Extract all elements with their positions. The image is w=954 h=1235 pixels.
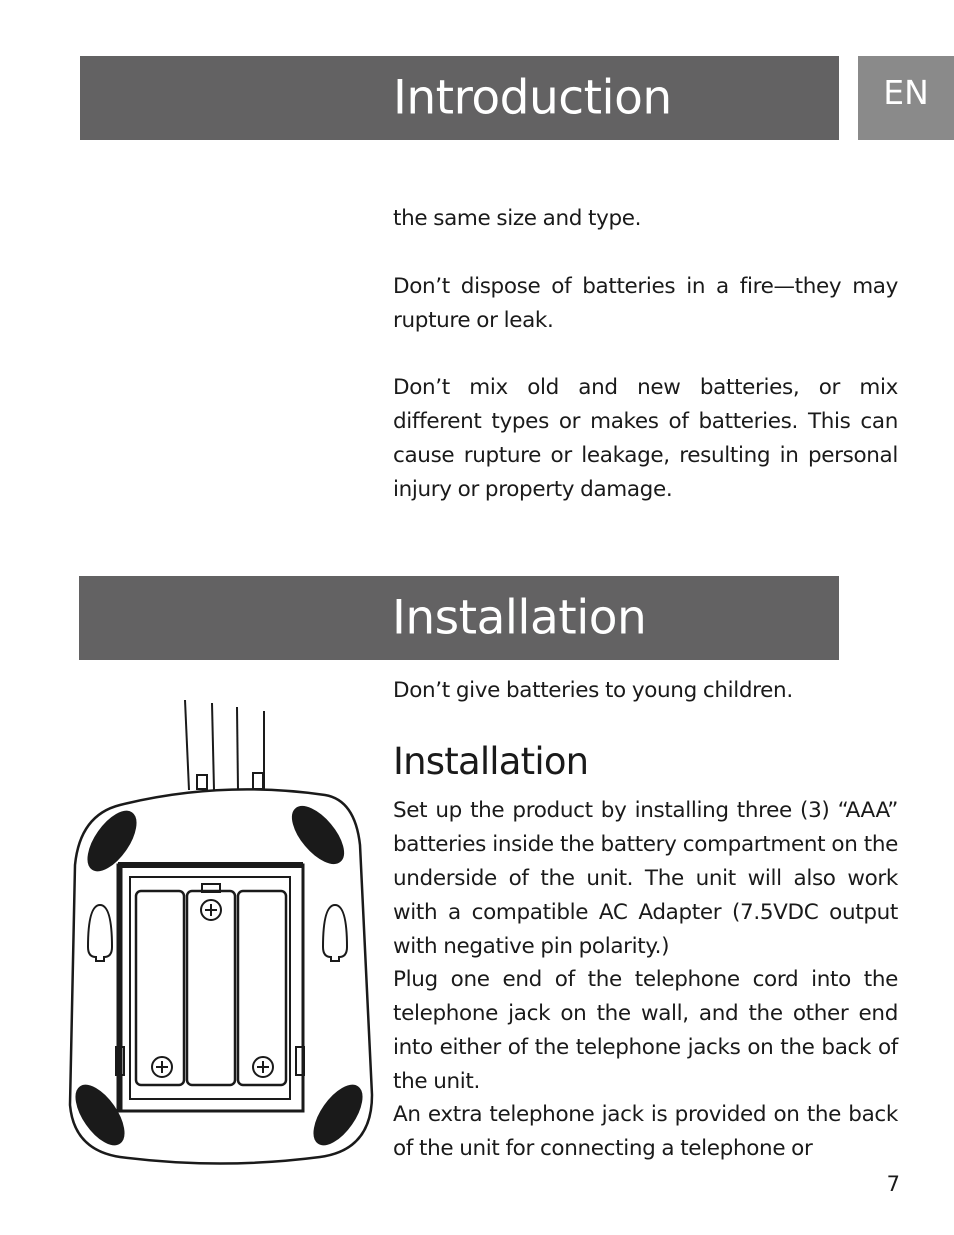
intro-paragraph: Don’t mix old and new batteries, or mix different types or makes of batteries. This can cause rupture or leakage, resulting in personal injury or property damage. [393,375,898,502]
page-number: 7 [886,1172,900,1196]
intro-paragraph: the same size and type. [393,206,642,231]
section-title: Introduction [393,70,672,126]
installation-paragraph: An extra telephone jack is provided on the back of the unit for connecting a telephone or [393,1102,898,1161]
installation-paragraph: Plug one end of the telephone cord into the telephone jack on the wall, and the other end into either of the telephone jacks on the back of the unit. [393,967,898,1094]
introduction-header-bar [80,56,839,140]
intro-paragraph: Don’t dispose of batteries in a fire—they may rupture or leak. [393,274,898,333]
installation-paragraph: Set up the product by installing three (3) “AAA” batteries inside the battery compartment on the underside of the unit. The unit will also work with a compatible AC Adapter (7.5VDC output with negative pin polarity.) [393,798,898,959]
battery-compartment-icon [60,695,380,1175]
installation-header-bar [79,576,839,660]
section-title: Installation [392,590,647,646]
language-tab: EN [858,56,954,140]
warning-text: Don’t give batteries to young children. [393,678,793,703]
installation-subheading: Installation [393,740,589,783]
